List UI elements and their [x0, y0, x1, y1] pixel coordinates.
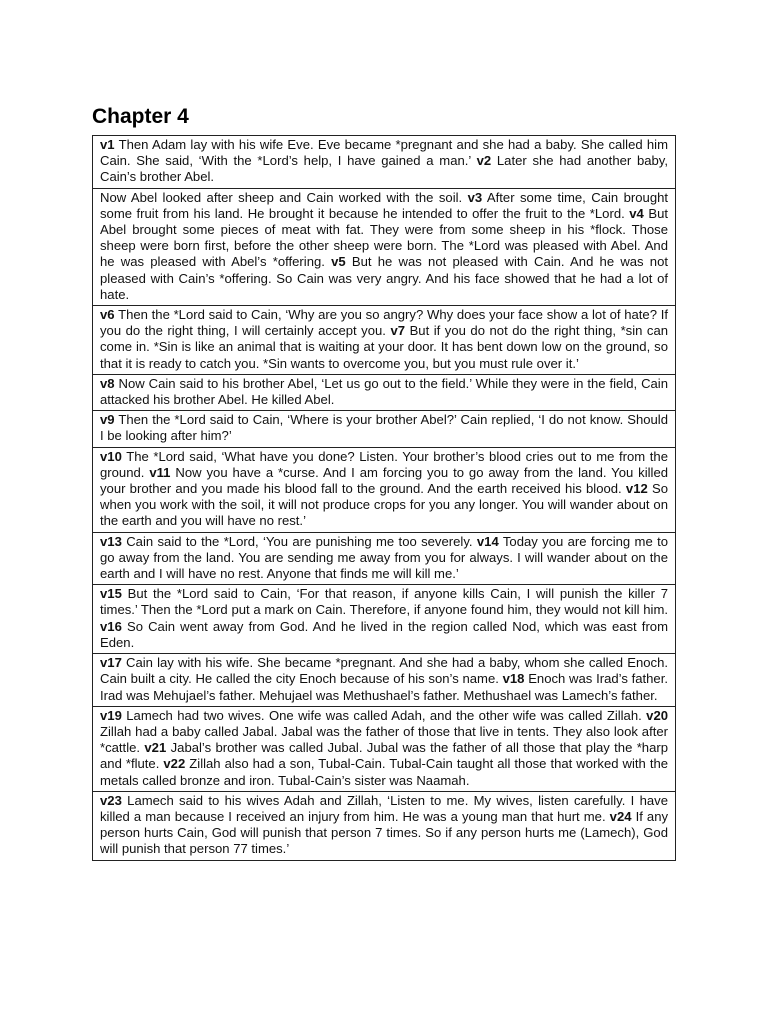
verse-text: Zillah had a baby called Jabal. Jabal was the father of those that live in tents. They also look after *cattle.	[100, 723, 668, 756]
verse-block	[93, 136, 675, 188]
verse-text: Jabal’s brother was called Jubal. Jubal was the father of all those that play the *harp and *flute.	[100, 740, 669, 772]
verse-number: v17	[100, 655, 122, 671]
verse-text: Enoch was Irad’s father. Irad was Mehujael’s father. Mehujael was Methushael’s father. Methushael was Lamech’s father.	[100, 671, 668, 703]
verse-block	[93, 706, 675, 791]
verse-number: v14	[476, 533, 499, 549]
verse-text: Cain said to the *Lord, ‘You are punishing me too severely.	[126, 533, 473, 549]
verse-block	[93, 374, 675, 410]
verse-text: Then the *Lord said to Cain, ‘Why are you so angry? Why does your face show a lot of hate? If you do the right thing, I will certainly accept you.	[100, 307, 668, 339]
verse-number: v6	[100, 307, 115, 323]
verse-text: So Cain went away from God. And he lived in the region called Nod, which was east from Eden.	[100, 618, 668, 650]
verse-number: v2	[476, 153, 492, 169]
verse-text: But the *Lord said to Cain, ‘For that reason, if anyone kills Cain, I will punish the killer 7 times.’ Then the *Lord put a mark on Cain. Therefore, if anyone found him, they would not kill him.	[100, 586, 668, 618]
verse-text: If any person hurts Cain, God will punish that person 7 times. So if any person hurts me (Lamech), God will punish that person 77 times.’	[100, 808, 669, 857]
verse-number: v22	[163, 756, 186, 772]
verse-text: Now Abel looked after sheep and Cain worked with the soil.	[100, 189, 463, 205]
verse-number: v13	[100, 533, 122, 549]
verse-number: v8	[100, 375, 115, 391]
verse-text: Later she had another baby, Cain’s brother Abel.	[100, 153, 669, 185]
verse-block	[93, 447, 675, 532]
verse-text: But if you do not do the right thing, *sin can come in. *Sin is like an animal that is waiting at your door. It has bent down low on the ground, so that it is ready to catch you. *Sin wants to overcome you, but you must rule over it.’	[100, 323, 669, 371]
verse-number: v10	[100, 448, 122, 464]
verse-text: But Abel brought some pieces of meat with fat. They were from some sheep in his *flock. Those sheep were born first, before the other sheep were born. The *Lord was pleased with Abel. And he was pleased with Abel’s *offering.	[100, 205, 668, 270]
verse-block	[93, 653, 675, 706]
verse-text: Lamech said to his wives Adah and Zillah, ‘Listen to me. My wives, listen carefully. I have killed a man because I received an injury from him. He was a young man that hurt me.	[100, 792, 668, 824]
verse-text: Zillah also had a son, Tubal-Cain. Tubal-Cain taught all those that worked with the metals called bronze and iron. Tubal-Cain’s sister was Naamah.	[100, 756, 669, 788]
verse-number: v5	[331, 254, 346, 270]
verse-text: But he was not pleased with Cain. And he was not pleased with Cain’s *offering. So Cain was very angry. And his face showed that he had a lot of hate.	[100, 254, 669, 302]
verse-number: v15	[100, 586, 122, 602]
verse-text: Then Adam lay with his wife Eve. Eve became *pregnant and she had a baby. She called him Cain. She said, ‘With the *Lord’s help, I have gained a man.’	[100, 137, 668, 169]
verse-number: v18	[502, 671, 525, 687]
verse-number: v9	[100, 412, 115, 428]
verse-block	[93, 532, 675, 585]
verse-text: Now Cain said to his brother Abel, ‘Let us go out to the field.’ While they were in the field, Cain attacked his brother Abel. He killed Abel.	[100, 375, 668, 408]
verse-table	[92, 135, 676, 861]
verse-text: Lamech had two wives. One wife was called Adah, and the other wife was called Zillah.	[126, 707, 642, 723]
verse-text: Then the *Lord said to Cain, ‘Where is your brother Abel?’ Cain replied, ‘I do not know. Should I be looking after him?’	[100, 412, 668, 444]
verse-block	[93, 305, 675, 374]
verse-number: v3	[467, 189, 483, 205]
verse-text: The *Lord said, ‘What have you done? Listen. Your brother’s blood cries out to me from the ground.	[100, 448, 668, 480]
verse-text: After some time, Cain brought some fruit from his land. He brought it because he intended to offer the fruit to the *Lord.	[100, 189, 669, 221]
verse-number: v24	[609, 808, 632, 824]
verse-block	[93, 791, 675, 860]
chapter-title: Chapter 4	[92, 105, 189, 128]
verse-text: So when you work with the soil, it will not produce crops for you any longer. You will wander about on the earth and you will have no rest.’	[100, 481, 668, 529]
verse-block	[93, 584, 675, 653]
verse-number: v7	[390, 323, 406, 339]
verse-number: v1	[100, 137, 115, 152]
verse-number: v19	[100, 707, 122, 723]
verse-number: v11	[149, 464, 171, 480]
verse-number: v21	[144, 740, 167, 756]
verse-text: Now you have a *curse. And I am forcing you to go away from the land. You killed your brother and you made his blood fall to the ground. And the earth received his blood.	[100, 464, 669, 497]
verse-block	[93, 410, 675, 446]
verse-number: v16	[100, 618, 122, 634]
verse-text: Today you are forcing me to go away from the land. You are sending me away from you for always. I will wander about on the earth and I will have no rest. Anyone that finds me will kill me.’	[100, 533, 669, 582]
verse-text: Cain lay with his wife. She became *pregnant. And she had a baby, whom she called Enoch. Cain built a city. He called the city Enoch because of his son’s name.	[100, 655, 668, 687]
verse-number: v20	[646, 707, 669, 723]
verse-number: v12	[625, 481, 648, 497]
verse-block	[93, 188, 675, 305]
verse-number: v23	[100, 792, 122, 808]
verse-number: v4	[629, 205, 644, 221]
